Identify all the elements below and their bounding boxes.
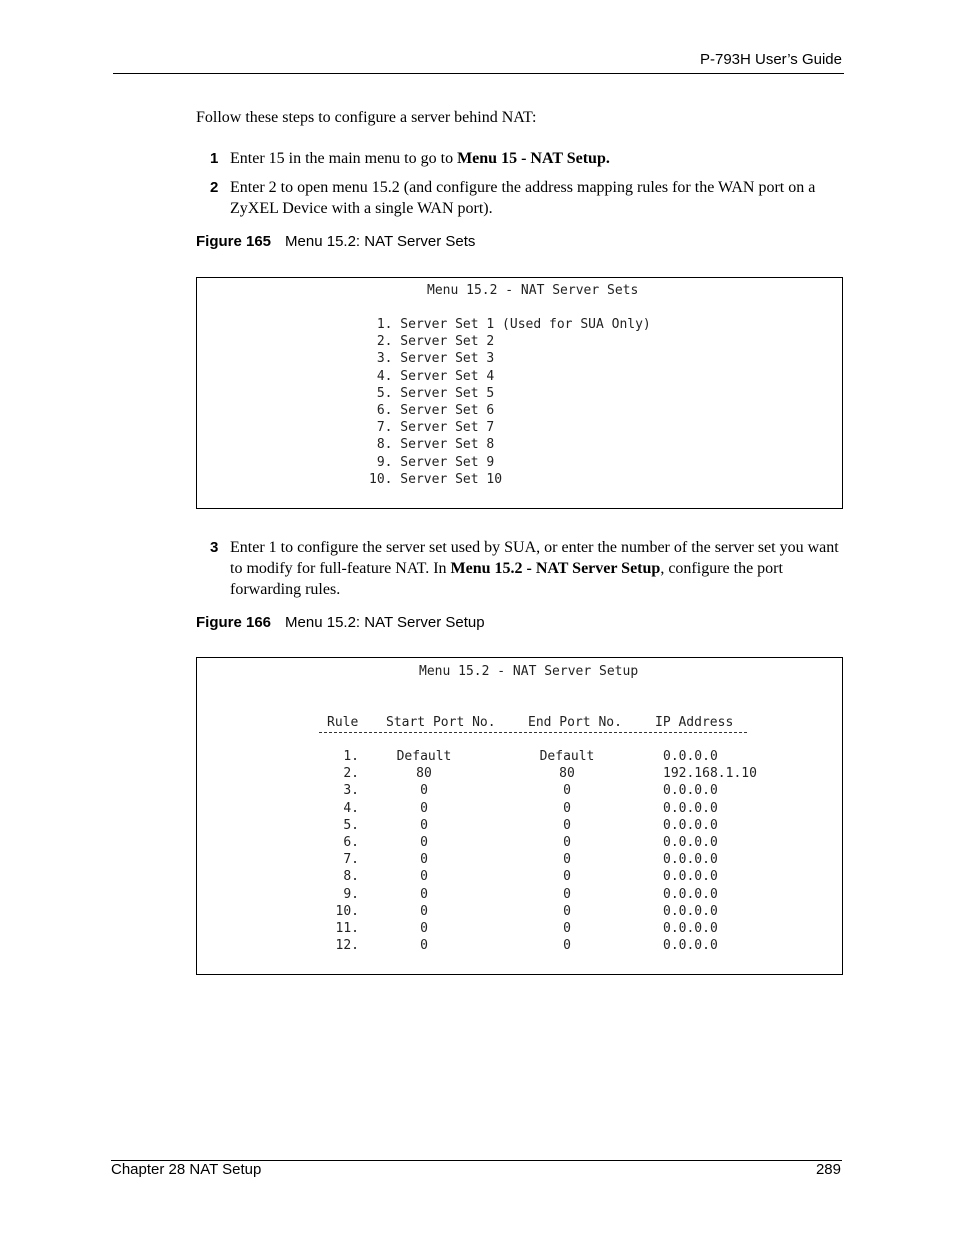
step-text: Enter 2 to open menu 15.2 (and configure the address mapping rules for the WAN port on a ZyXEL Device with a single WAN port).	[230, 179, 816, 217]
menu-item: 6. Server Set 6	[369, 403, 495, 418]
menu-item: 4. Server Set 4	[369, 368, 495, 384]
screen-title: Menu 15.2 - NAT Server Sets	[427, 283, 639, 298]
table-cell-start-port: 0	[420, 869, 428, 885]
step-2	[210, 177, 842, 219]
table-cell-start-port: 0	[420, 903, 428, 919]
menu-item: 3. Server Set 3	[369, 351, 495, 367]
header-rule	[113, 73, 844, 74]
step-number: 3	[210, 539, 219, 556]
table-cell-rule-number: 11.	[335, 921, 359, 936]
table-cell-end-port: 0	[563, 869, 571, 885]
table-cell-rule-number: 8.	[343, 869, 359, 885]
table-cell-rule-number: 5.	[343, 817, 359, 833]
table-cell-start-port: 80	[416, 766, 432, 782]
table-cell-start-port: 0	[420, 938, 428, 954]
table-cell-rule-number: 7.	[343, 852, 359, 868]
table-cell-start-port: 0	[420, 835, 428, 850]
table-cell-ip-address: 0.0.0.0	[663, 886, 718, 902]
table-cell-end-port: 0	[563, 903, 571, 919]
table-cell-rule-number: 2.	[343, 766, 359, 782]
figure-165-caption	[196, 233, 475, 250]
table-cell-ip-address: 0.0.0.0	[663, 817, 718, 833]
table-cell-end-port: 0	[563, 783, 571, 799]
step-1	[210, 148, 842, 169]
table-cell-start-port: 0	[420, 783, 428, 799]
table-cell-ip-address: 192.168.1.10	[663, 766, 757, 782]
table-cell-start-port: 0	[420, 921, 428, 936]
header-divider	[319, 732, 747, 733]
step-text: Enter 15 in the main menu to go to	[230, 150, 458, 167]
table-cell-end-port: 0	[563, 800, 571, 816]
table-cell-rule-number: 6.	[343, 835, 359, 850]
table-cell-ip-address: 0.0.0.0	[663, 852, 718, 868]
table-cell-ip-address: 0.0.0.0	[663, 800, 718, 816]
table-cell-end-port: 0	[563, 835, 571, 850]
table-cell-ip-address: 0.0.0.0	[663, 835, 718, 850]
table-cell-end-port: 0	[563, 938, 571, 954]
table-cell-end-port: 0	[563, 852, 571, 868]
screen-title: Menu 15.2 - NAT Server Setup	[419, 664, 639, 679]
step-3	[210, 537, 842, 600]
menu-item: 2. Server Set 2	[369, 334, 495, 350]
figure-caption-text: Menu 15.2: NAT Server Setup	[285, 614, 485, 631]
table-cell-rule-number: 1.	[343, 749, 359, 764]
figure-166-caption	[196, 614, 485, 631]
step-number: 2	[210, 179, 219, 196]
table-cell-start-port: 0	[420, 852, 428, 868]
chapter-title: Chapter 28 NAT Setup	[111, 1161, 262, 1178]
step-text-end: , configure the port forwarding rules.	[230, 560, 783, 598]
table-cell-start-port: Default	[396, 749, 452, 764]
table-cell-end-port: 80	[559, 766, 575, 782]
column-header-ip-address: IP Address	[655, 715, 734, 730]
step-menu-reference: Menu 15 - NAT Setup.	[457, 150, 610, 167]
step-text: Enter 1 to configure the server set used by SUA, or enter the number of the server set you want to modify for full-feature NAT. In	[230, 539, 839, 577]
figure-caption-text: Menu 15.2: NAT Server Sets	[285, 233, 476, 250]
menu-item: 8. Server Set 8	[369, 437, 495, 453]
table-cell-start-port: 0	[420, 886, 428, 902]
step-number: 1	[210, 150, 219, 167]
table-cell-end-port: 0	[563, 921, 571, 936]
menu-item: 5. Server Set 5	[369, 385, 495, 401]
table-cell-start-port: 0	[420, 800, 428, 816]
nat-server-sets-screen	[196, 277, 843, 509]
table-cell-rule-number: 12.	[335, 938, 359, 954]
menu-item: 7. Server Set 7	[369, 420, 495, 436]
table-cell-ip-address: 0.0.0.0	[663, 783, 718, 799]
table-cell-rule-number: 10.	[335, 903, 359, 919]
table-cell-end-port: Default	[539, 749, 595, 764]
table-cell-ip-address: 0.0.0.0	[663, 903, 718, 919]
table-cell-start-port: 0	[420, 817, 428, 833]
table-cell-ip-address: 0.0.0.0	[663, 938, 718, 954]
table-cell-ip-address: 0.0.0.0	[663, 869, 718, 885]
column-header-end-port: End Port No.	[528, 715, 622, 730]
guide-title: P-793H User’s Guide	[699, 51, 842, 68]
column-header-start-port: Start Port No.	[386, 715, 496, 730]
intro-paragraph: Follow these steps to configure a server behind NAT:	[196, 109, 537, 126]
column-header-rule: Rule	[327, 715, 359, 730]
table-cell-rule-number: 9.	[343, 886, 359, 902]
table-cell-ip-address: 0.0.0.0	[663, 749, 718, 764]
menu-item: 10. Server Set 10	[369, 471, 503, 487]
menu-item: 9. Server Set 9	[369, 454, 495, 470]
table-cell-ip-address: 0.0.0.0	[663, 921, 718, 936]
menu-item: 1. Server Set 1 (Used for SUA Only)	[369, 317, 651, 332]
table-cell-end-port: 0	[563, 886, 571, 902]
table-cell-rule-number: 4.	[343, 800, 359, 816]
nat-server-setup-screen	[196, 657, 843, 975]
figure-label: Figure 165	[196, 233, 272, 250]
page-number: 289	[815, 1161, 841, 1178]
figure-label: Figure 166	[196, 614, 272, 631]
step-menu-reference: Menu 15.2 - NAT Server Setup	[450, 560, 661, 577]
table-cell-end-port: 0	[563, 817, 571, 833]
table-cell-rule-number: 3.	[343, 783, 359, 799]
